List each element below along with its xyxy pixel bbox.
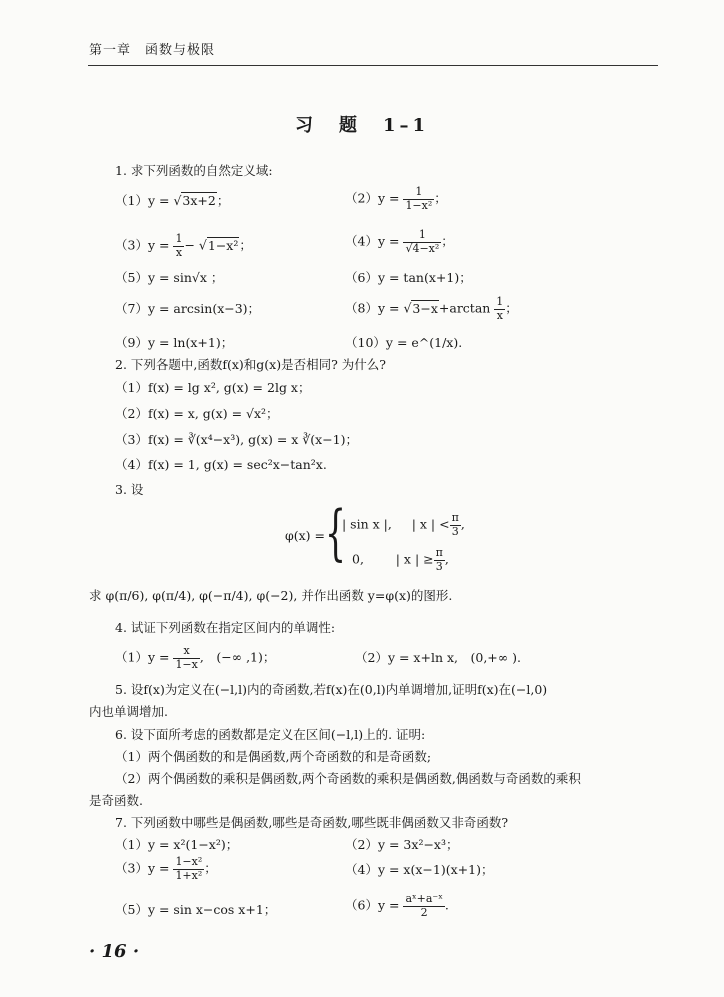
q7-item-5: （5）y = sin x−cos x+1； — [115, 902, 277, 917]
q3-case-2: 0, | x | ≥ $\frac{\pi}{3}$ , — [352, 546, 449, 573]
q6-line-3: （2）两个偶函数的乘积是偶函数,两个奇函数的乘积是偶函数,偶函数与奇函数的乘积 — [115, 771, 581, 786]
q3-ask: 求 φ(π/6), φ(π/4), φ(−π/4), φ(−2), 并作出函数 y=φ(x)的图形. — [89, 588, 453, 603]
q6-line-4: 是奇函数. — [89, 793, 143, 808]
q5-line-1: 5. 设f(x)为定义在(−l,l)内的奇函数,若f(x)在(0,l)内单调增加,证明f(x)在(−l,0) — [115, 682, 548, 697]
q6-line-1: 6. 设下面所考虑的函数都是定义在区间(−l,l)上的. 证明: — [115, 727, 426, 742]
q6-line-2: （1）两个偶函数的和是偶函数,两个奇函数的和是奇函数; — [115, 749, 432, 764]
q2-stem: 2. 下列各题中,函数f(x)和g(x)是否相同? 为什么? — [115, 357, 386, 372]
q3-brace: { — [325, 498, 347, 568]
q1-item-9: （9）y = ln(x+1)； — [115, 335, 234, 350]
q1-item-6: （6）y = tan(x+1)； — [345, 270, 472, 285]
q1-item-4: （4）y = $\frac{1}{\text{√4−x²}}$ ； — [345, 228, 454, 255]
q5-line-2: 内也单调增加. — [89, 704, 168, 719]
q1-item-8: （8）y = √3−x+arctan $\frac{1}{x}$ ； — [345, 295, 518, 322]
exercise-title: 习 题 1–1 — [294, 115, 430, 136]
chapter-header: 第一章 函数与极限 — [89, 43, 216, 58]
q2-item-4: （4）f(x) = 1, g(x) = sec²x−tan²x. — [115, 457, 327, 472]
header-rule — [88, 65, 658, 66]
q2-item-1: （1）f(x) = lg x², g(x) = 2lg x； — [115, 380, 311, 395]
q7-item-1: （1）y = x²(1−x²)； — [115, 837, 239, 852]
page-number: · 16 · — [89, 941, 140, 962]
q1-item-5: （5）y = sin√x ； — [115, 270, 224, 285]
q4-item-1: （1）y = $\frac{x}{1-x}$ , (−∞ ,1)； — [115, 644, 276, 671]
q7-item-6: （6）y = $\frac{\text{aˣ+a⁻ˣ}}{2}$ . — [345, 892, 449, 919]
q1-item-2: （2）y = $\frac{1}{\text{1−x²}}$ ； — [345, 185, 447, 212]
q3-stem: 3. 设 — [115, 482, 144, 497]
q1-item-1: （1）y = √3x+2； — [115, 193, 230, 208]
q1-item-7: （7）y = arcsin(x−3)； — [115, 301, 261, 316]
q4-stem: 4. 试证下列函数在指定区间内的单调性: — [115, 620, 336, 635]
q3-case-1: | sin x |, | x | < $\frac{\pi}{3}$ , — [342, 511, 465, 538]
q1-item-10: （10）y = e^(1/x). — [345, 335, 463, 350]
q2-item-3: （3）f(x) = ∛(x⁴−x³), g(x) = x ∛(x−1)； — [115, 432, 359, 447]
q7-item-3: （3）y = $\frac{\text{1−x²}}{\text{1+x²}}$ ； — [115, 855, 217, 882]
q3-lhs: φ(x) = — [285, 528, 326, 543]
q7-stem: 7. 下列函数中哪些是偶函数,哪些是奇函数,哪些既非偶函数又非奇函数? — [115, 815, 509, 830]
q1-item-3: （3）y = $\frac{1}{x}$ − √1−x²； — [115, 232, 252, 259]
q2-item-2: （2）f(x) = x, g(x) = √x²； — [115, 406, 279, 421]
q1-stem: 1. 求下列函数的自然定义域: — [115, 163, 273, 178]
q4-item-2: （2）y = x+ln x, (0,+∞ ). — [355, 650, 522, 665]
q7-item-4: （4）y = x(x−1)(x+1)； — [345, 862, 494, 877]
q7-item-2: （2）y = 3x²−x³； — [345, 837, 459, 852]
